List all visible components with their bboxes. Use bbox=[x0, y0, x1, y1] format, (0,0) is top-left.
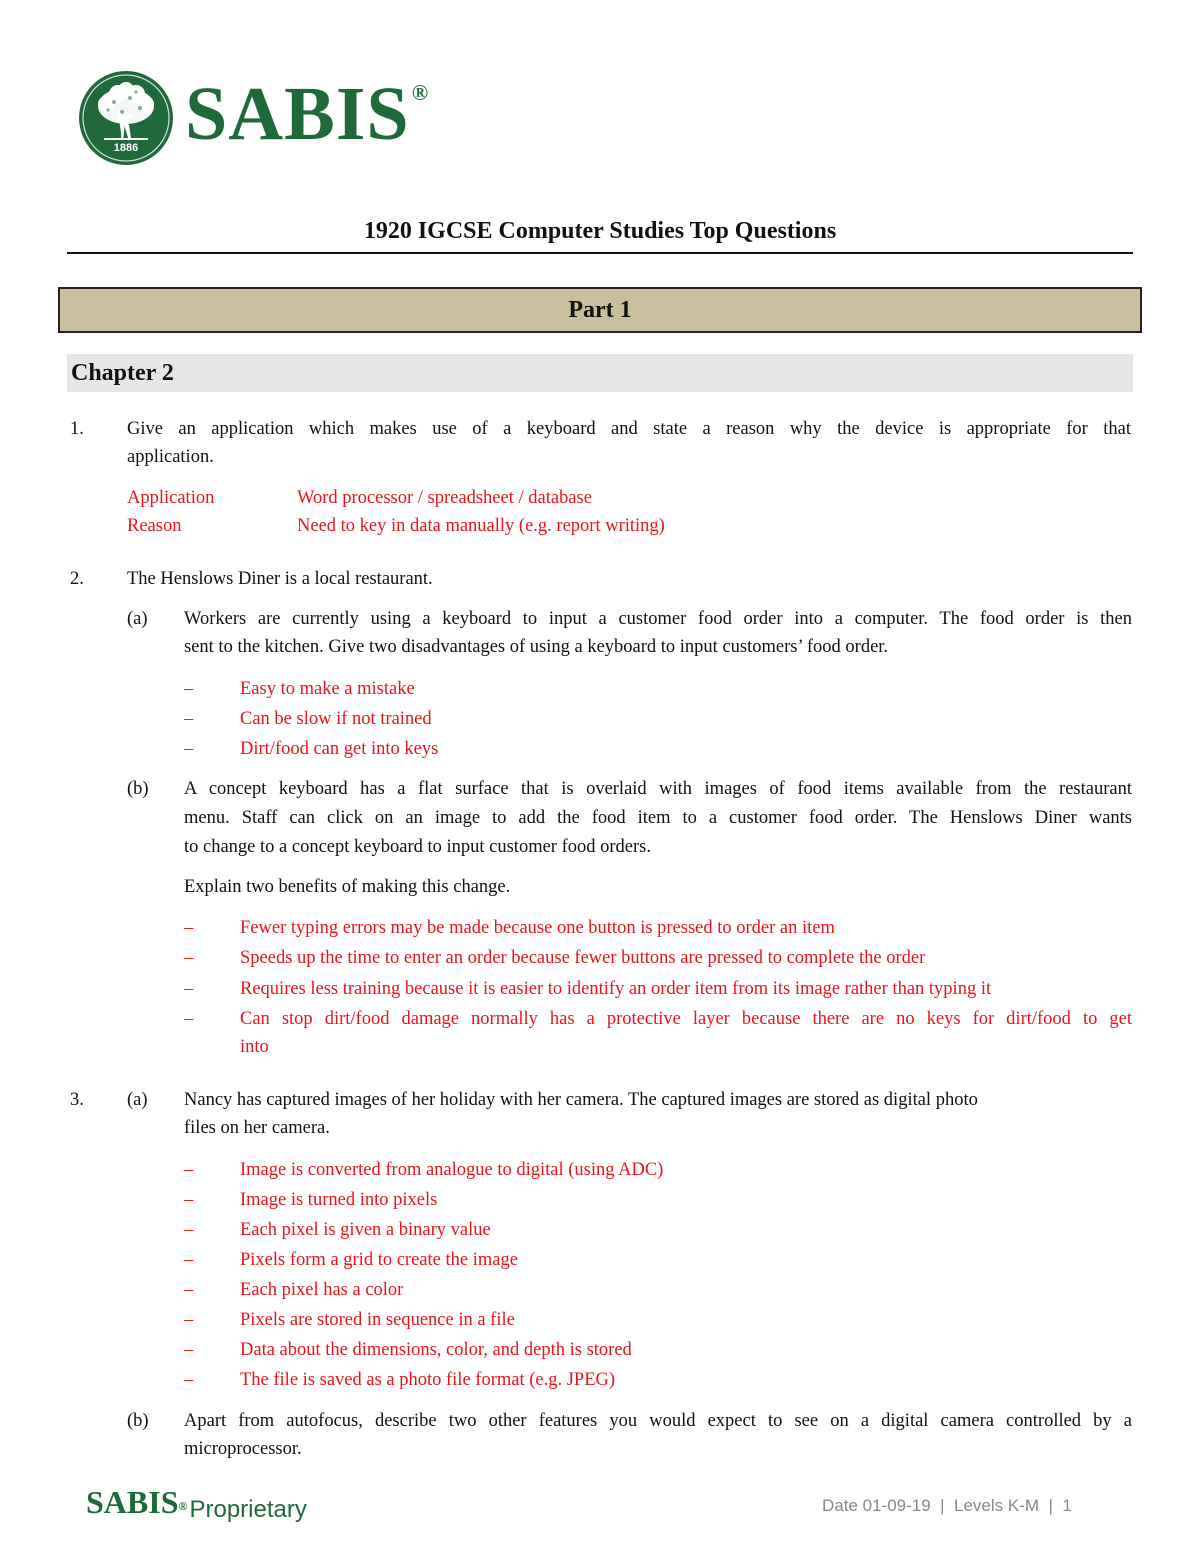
answer-item: Each pixel has a color bbox=[240, 1280, 404, 1300]
footer-registered-mark: ® bbox=[178, 1499, 188, 1513]
answer-item: Speeds up the time to enter an order because fewer buttons are pressed to complete the order bbox=[240, 948, 926, 968]
question-2a-text-cont: sent to the kitchen. Give two disadvantages of using a keyboard to input customers’ food order. bbox=[184, 637, 889, 657]
answer-item: Requires less training because it is easier to identify an order item from its image rather than typing it bbox=[240, 979, 992, 999]
answer-bullet: – bbox=[184, 918, 194, 938]
answer-item: Data about the dimensions, color, and depth is stored bbox=[240, 1340, 632, 1360]
answer-item: Image is turned into pixels bbox=[240, 1190, 438, 1210]
question-number: 1. bbox=[70, 419, 84, 439]
answer-bullet: – bbox=[184, 679, 194, 699]
question-1-text-cont: application. bbox=[127, 447, 214, 467]
sabis-tree-emblem bbox=[78, 70, 174, 166]
answer-bullet: – bbox=[184, 1160, 194, 1180]
answer-bullet: – bbox=[184, 1280, 194, 1300]
answer-bullet: – bbox=[184, 1310, 194, 1330]
question-1-text: Give an application which makes use of a keyboard and state a reason why the device is appropriate for that bbox=[127, 419, 1131, 439]
answer-label: Reason bbox=[127, 516, 182, 536]
question-3a-text-cont: files on her camera. bbox=[184, 1118, 330, 1138]
footer-logo bbox=[86, 1482, 307, 1526]
question-2b-text-cont: to change to a concept keyboard to input customer food orders. bbox=[184, 837, 651, 857]
answer-value: Word processor / spreadsheet / database bbox=[297, 488, 592, 508]
answer-item: The file is saved as a photo file format (e.g. JPEG) bbox=[240, 1370, 616, 1390]
answer-bullet: – bbox=[184, 1340, 194, 1360]
question-2-intro: The Henslows Diner is a local restaurant. bbox=[127, 569, 433, 589]
sabis-logo-wordmark bbox=[185, 72, 430, 156]
logo-year: 1886 bbox=[113, 142, 139, 154]
footer-proprietary-text: Proprietary bbox=[189, 1496, 307, 1523]
answer-item-cont: into bbox=[240, 1037, 269, 1057]
subquestion-label: (a) bbox=[127, 609, 148, 629]
title-divider bbox=[67, 252, 1133, 254]
answer-bullet: – bbox=[184, 709, 194, 729]
question-2b-prompt: Explain two benefits of making this change. bbox=[184, 877, 511, 897]
question-number: 2. bbox=[70, 569, 84, 589]
footer-brand-text: SABIS bbox=[86, 1484, 179, 1520]
answer-item: Each pixel is given a binary value bbox=[240, 1220, 491, 1240]
answer-bullet: – bbox=[184, 979, 194, 999]
answer-item: Can be slow if not trained bbox=[240, 709, 432, 729]
document-title: 1920 IGCSE Computer Studies Top Questions bbox=[363, 218, 837, 244]
question-2b-text-cont: menu. Staff can click on an image to add the food item to a customer food order. The Henslows Diner wants bbox=[184, 808, 1132, 828]
logo-brand-text: SABIS bbox=[185, 72, 410, 156]
answer-bullet: – bbox=[184, 948, 194, 968]
question-number: 3. bbox=[70, 1090, 84, 1110]
answer-bullet: – bbox=[184, 1250, 194, 1270]
question-2a-text: Workers are currently using a keyboard to input a customer food order into a computer. The food order is then bbox=[184, 609, 1132, 629]
answer-item: Fewer typing errors may be made because one button is pressed to order an item bbox=[240, 918, 835, 938]
answer-item: Pixels are stored in sequence in a file bbox=[240, 1310, 515, 1330]
part-heading: Part 1 bbox=[58, 287, 1142, 333]
subquestion-label: (a) bbox=[127, 1090, 148, 1110]
question-3b-text: Apart from autofocus, describe two other features you would expect to see on a digital camera controlled by a bbox=[184, 1411, 1132, 1431]
answer-label: Application bbox=[127, 488, 215, 508]
answer-item: Easy to make a mistake bbox=[240, 679, 415, 699]
question-3b-text-cont: microprocessor. bbox=[184, 1439, 302, 1459]
subquestion-label: (b) bbox=[127, 1411, 149, 1431]
answer-item: Image is converted from analogue to digital (using ADC) bbox=[240, 1160, 664, 1180]
answer-bullet: – bbox=[184, 1220, 194, 1240]
question-3a-text: Nancy has captured images of her holiday with her camera. The captured images are stored as digital photo bbox=[184, 1090, 978, 1110]
answer-bullet: – bbox=[184, 1190, 194, 1210]
answer-bullet: – bbox=[184, 1009, 194, 1029]
answer-bullet: – bbox=[184, 739, 194, 759]
answer-bullet: – bbox=[184, 1370, 194, 1390]
answer-item: Can stop dirt/food damage normally has a protective layer because there are no keys for dirt/food to get bbox=[240, 1009, 1132, 1029]
footer-page-info: Date 01-09-19 | Levels K-M | 1 bbox=[822, 1496, 1072, 1515]
question-2b-text: A concept keyboard has a flat surface that is overlaid with images of food items available from the restaurant bbox=[184, 779, 1132, 799]
answer-value: Need to key in data manually (e.g. report writing) bbox=[297, 516, 665, 536]
answer-item: Dirt/food can get into keys bbox=[240, 739, 439, 759]
answer-item: Pixels form a grid to create the image bbox=[240, 1250, 518, 1270]
logo-registered-mark: ® bbox=[411, 80, 430, 105]
subquestion-label: (b) bbox=[127, 779, 149, 799]
chapter-heading: Chapter 2 bbox=[67, 354, 1133, 392]
